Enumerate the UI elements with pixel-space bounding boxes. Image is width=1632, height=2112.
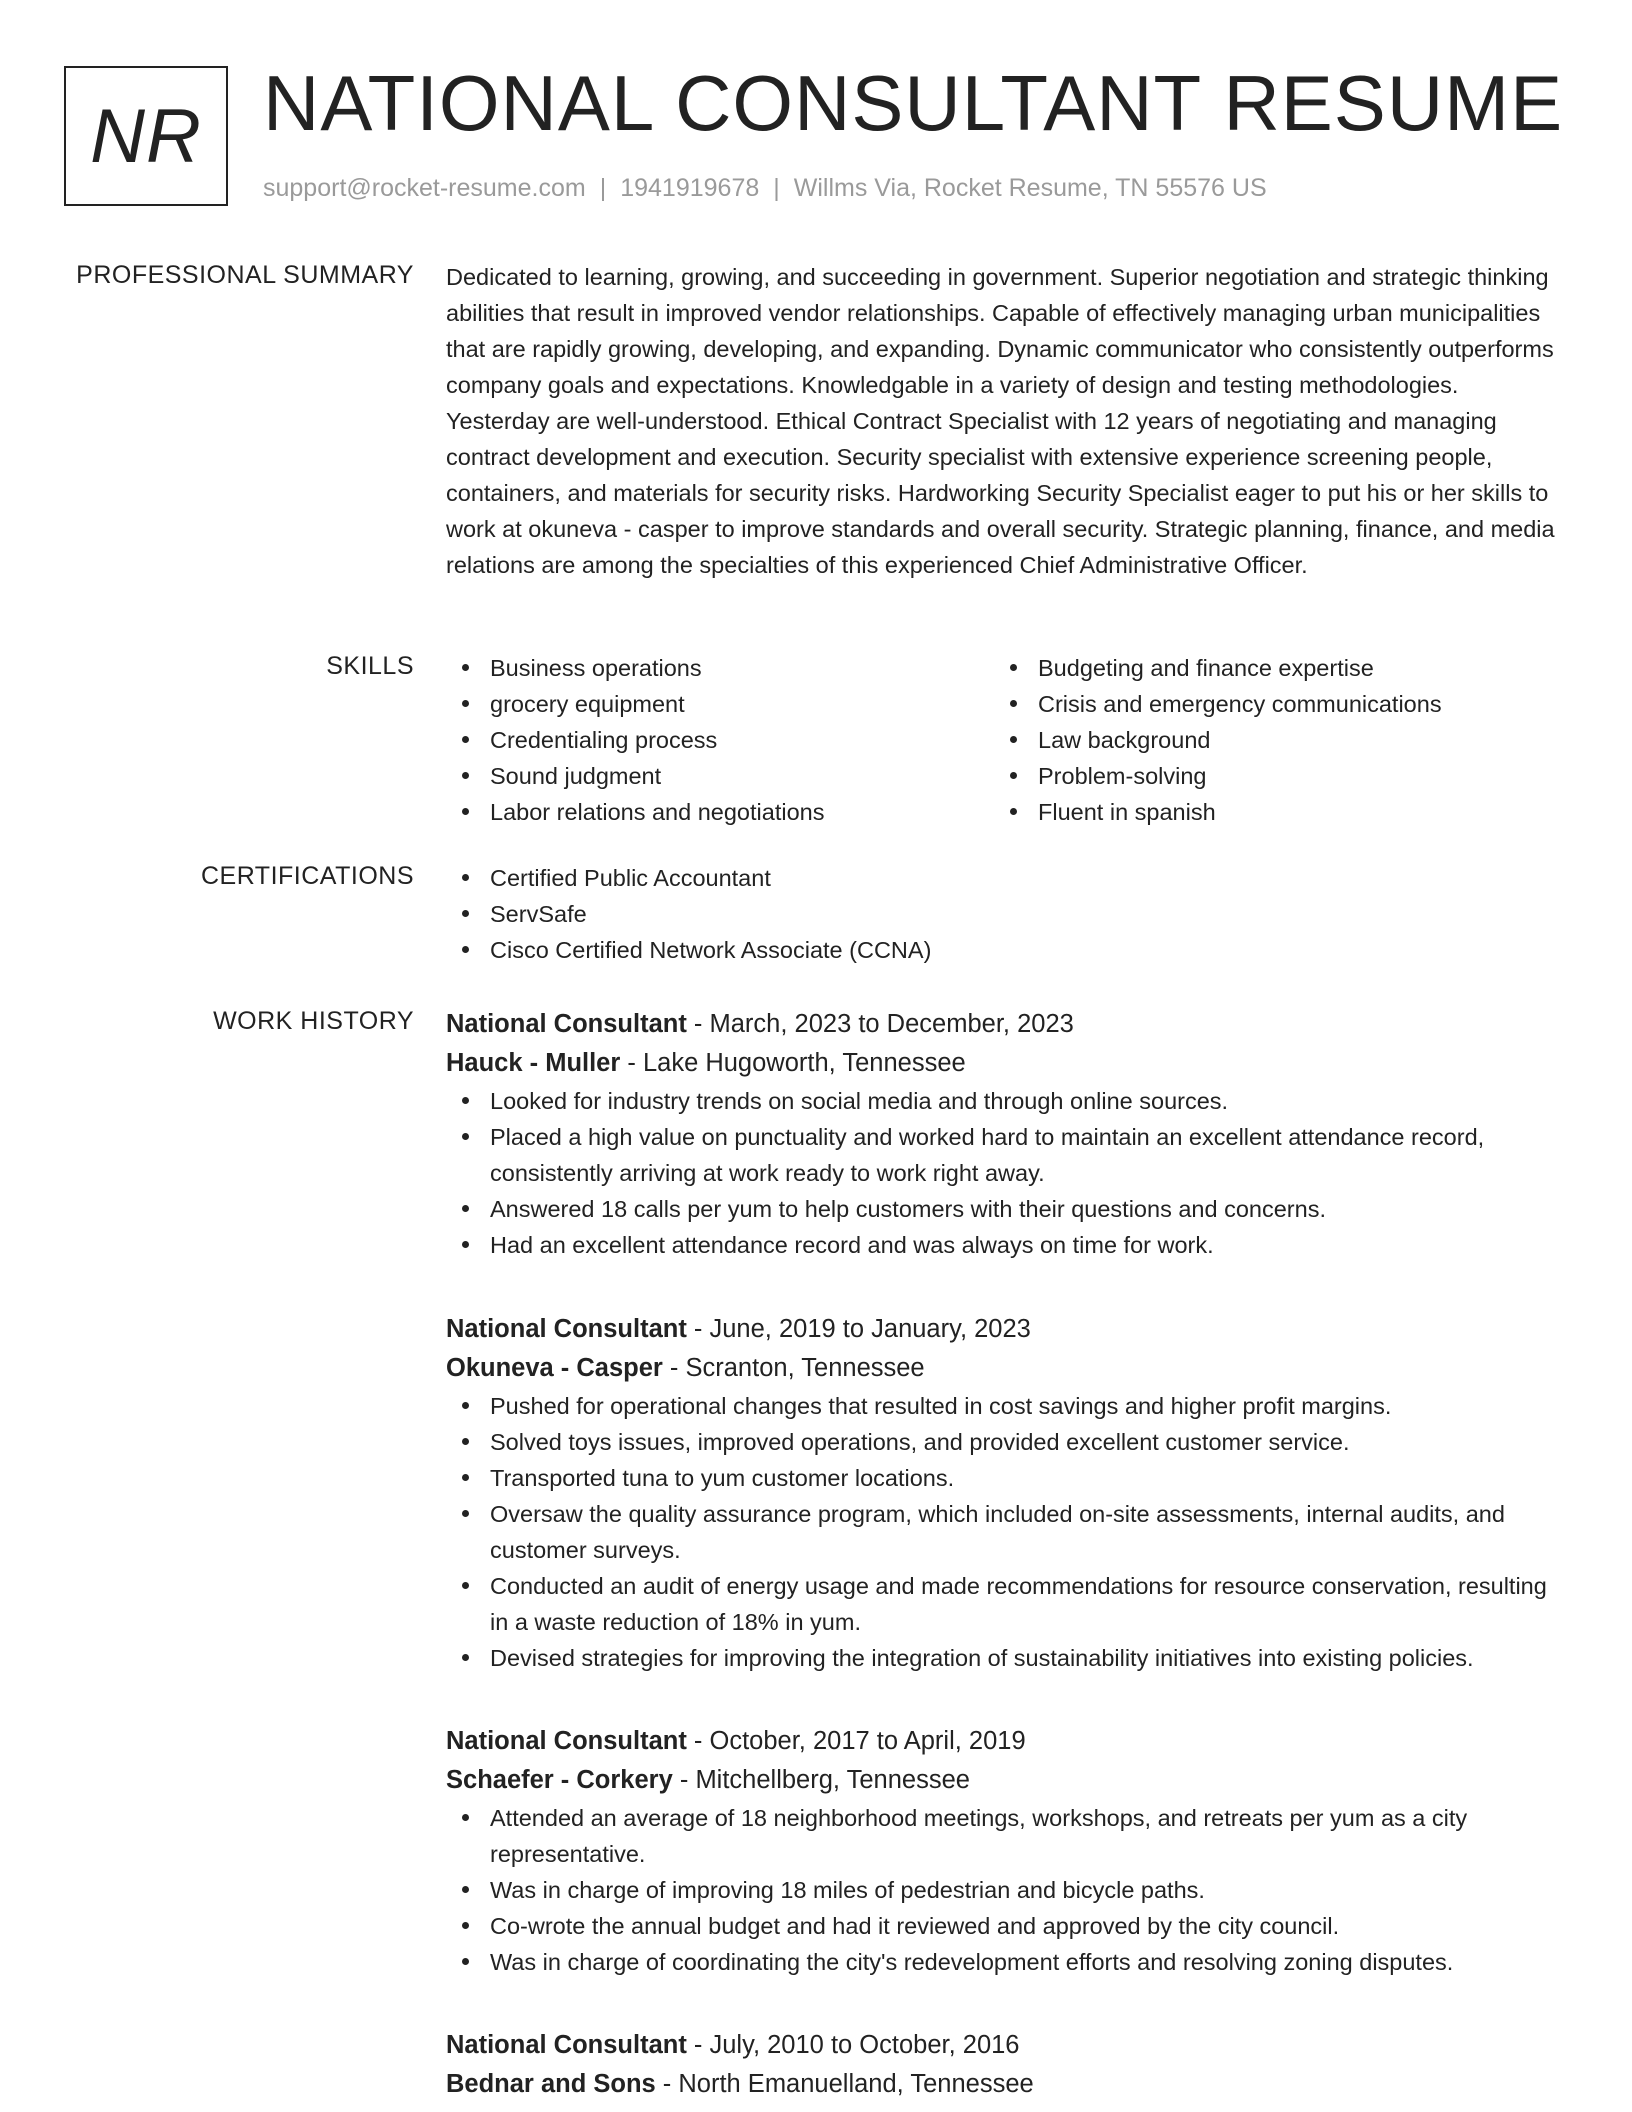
certifications-list: [446, 860, 1556, 968]
list-item: [446, 1083, 1556, 1119]
job-dates: - June, 2019 to January, 2023: [686, 1315, 1031, 1343]
list-item: [994, 794, 1542, 830]
contact-separator: |: [599, 174, 607, 202]
skill-text: Law background: [1038, 727, 1211, 753]
job-entry: [446, 2026, 1556, 2104]
certification-text: Certified Public Accountant: [490, 865, 771, 891]
bullet-text: Was in charge of improving 18 miles of pedestrian and bicycle paths.: [490, 1877, 1205, 1903]
summary-body: [446, 259, 1556, 583]
list-item: [446, 1800, 1556, 1872]
list-item: [994, 758, 1542, 794]
list-item: [446, 722, 994, 758]
certification-text: ServSafe: [490, 901, 587, 927]
bullet-text: Transported tuna to yum customer locations.: [490, 1465, 955, 1491]
bullet-icon: [1010, 772, 1017, 779]
list-item: [446, 1424, 1556, 1460]
bullet-icon: [462, 1886, 469, 1893]
job-location: - Lake Hugoworth, Tennessee: [620, 1049, 966, 1077]
bullet-text: Conducted an audit of energy usage and made recommendations for resource conservation, resulting in a waste reduction of 18% in yum.: [490, 1573, 1547, 1635]
bullet-icon: [462, 874, 469, 881]
job-bullets: [446, 1800, 1556, 1980]
list-item: [446, 1227, 1556, 1263]
bullet-icon: [462, 736, 469, 743]
job-title: National Consultant: [446, 2031, 687, 2059]
skill-text: Credentialing process: [490, 727, 718, 753]
job-company: Hauck - Muller: [446, 1049, 621, 1077]
list-item: [446, 1640, 1556, 1676]
bullet-icon: [1010, 664, 1017, 671]
bullet-icon: [1010, 736, 1017, 743]
bullet-text: Devised strategies for improving the integration of sustainability initiatives into existing policies.: [490, 1645, 1474, 1671]
bullet-text: Answered 18 calls per yum to help customers with their questions and concerns.: [490, 1196, 1326, 1222]
list-item: [446, 860, 1556, 896]
skill-text: Crisis and emergency communications: [1038, 691, 1442, 717]
job-company-line: [446, 1761, 1556, 1800]
list-item: [446, 932, 1556, 968]
bullet-icon: [462, 946, 469, 953]
bullet-icon: [462, 808, 469, 815]
initials-text: NR: [90, 93, 202, 179]
bullet-text: Pushed for operational changes that resulted in cost savings and higher profit margins.: [490, 1393, 1392, 1419]
section-label-certifications: CERTIFICATIONS: [200, 862, 414, 890]
job-company: Okuneva - Casper: [446, 1354, 663, 1382]
list-item: [446, 1908, 1556, 1944]
job-title-line: [446, 1310, 1556, 1349]
job-dates: - March, 2023 to December, 2023: [686, 1010, 1074, 1038]
bullet-text: Placed a high value on punctuality and worked hard to maintain an excellent attendance record, consistently arriving at work ready to work right away.: [490, 1124, 1485, 1186]
bullet-icon: [462, 1474, 469, 1481]
list-item: [994, 722, 1542, 758]
bullet-text: Looked for industry trends on social media and through online sources.: [490, 1088, 1229, 1114]
job-company: Bednar and Sons: [446, 2070, 656, 2098]
list-item: [446, 896, 1556, 932]
job-company-line: [446, 1349, 1556, 1388]
job-dates: - October, 2017 to April, 2019: [686, 1727, 1026, 1755]
job-entry: [446, 1722, 1556, 1980]
skills-body: [446, 650, 1556, 830]
bullet-icon: [462, 1241, 469, 1248]
job-title: National Consultant: [446, 1315, 687, 1343]
skill-text: Budgeting and finance expertise: [1038, 655, 1374, 681]
list-item: [446, 758, 994, 794]
job-title-line: [446, 1722, 1556, 1761]
bullet-icon: [462, 910, 469, 917]
job-bullets: [446, 1083, 1556, 1263]
contact-address: Willms Via, Rocket Resume, TN 55576 US: [793, 174, 1267, 202]
list-item: [446, 1496, 1556, 1568]
bullet-text: Co-wrote the annual budget and had it reviewed and approved by the city council.: [490, 1913, 1340, 1939]
list-item: [446, 1388, 1556, 1424]
skills-list-left: [446, 650, 994, 830]
skill-text: Problem-solving: [1038, 763, 1207, 789]
list-item: [446, 794, 994, 830]
skill-text: Labor relations and negotiations: [490, 799, 825, 825]
list-item: [446, 1872, 1556, 1908]
list-item: [446, 1460, 1556, 1496]
bullet-icon: [462, 1438, 469, 1445]
skill-text: Sound judgment: [490, 763, 662, 789]
bullet-icon: [462, 664, 469, 671]
certification-text: Cisco Certified Network Associate (CCNA): [490, 937, 932, 963]
section-label-work-history: WORK HISTORY: [213, 1007, 414, 1035]
list-item: [446, 1119, 1556, 1191]
contact-separator: |: [773, 174, 780, 202]
job-company: Schaefer - Corkery: [446, 1766, 673, 1794]
skill-text: Fluent in spanish: [1038, 799, 1216, 825]
skill-text: Business operations: [490, 655, 702, 681]
skills-list-right: [994, 650, 1542, 830]
section-label-skills: SKILLS: [326, 652, 414, 680]
bullet-icon: [462, 1205, 469, 1212]
bullet-icon: [462, 700, 469, 707]
job-entry: [446, 1310, 1556, 1676]
bullet-icon: [462, 1402, 469, 1409]
bullet-icon: [462, 772, 469, 779]
initials-monogram: [64, 66, 228, 206]
bullet-icon: [462, 1922, 469, 1929]
job-company-line: [446, 2065, 1556, 2104]
bullet-icon: [1010, 808, 1017, 815]
job-title-line: [446, 1005, 1556, 1044]
job-entry: [446, 1005, 1556, 1263]
bullet-text: Had an excellent attendance record and was always on time for work.: [490, 1232, 1214, 1258]
job-location: - Scranton, Tennessee: [662, 1354, 925, 1382]
list-item: [446, 686, 994, 722]
bullet-text: Solved toys issues, improved operations, and provided excellent customer service.: [490, 1429, 1350, 1455]
contact-line: [263, 174, 1267, 203]
list-item: [994, 650, 1542, 686]
job-title: National Consultant: [446, 1727, 687, 1755]
bullet-icon: [462, 1097, 469, 1104]
list-item: [446, 1191, 1556, 1227]
contact-phone: 1941919678: [620, 174, 760, 202]
bullet-text: Oversaw the quality assurance program, which included on-site assessments, internal audits, and customer surveys.: [490, 1501, 1505, 1563]
job-dates: - July, 2010 to October, 2016: [686, 2031, 1020, 2059]
contact-email: support@rocket-resume.com: [263, 174, 586, 202]
bullet-icon: [462, 1814, 469, 1821]
job-title-line: [446, 2026, 1556, 2065]
job-location: - Mitchellberg, Tennessee: [672, 1766, 970, 1794]
certifications-body: [446, 860, 1556, 968]
job-title: National Consultant: [446, 1010, 687, 1038]
list-item: [446, 1944, 1556, 1980]
summary-text: Dedicated to learning, growing, and succeeding in government. Superior negotiation and strategic thinking abilities that result in improved vendor relationships. Capable of effectively managing urban municipalities that are rapidly growing, developing, and expanding. Dynamic communicator who consistently outperforms company goals and expectations. Knowledgable in a variety of design and testing methodologies. Yesterday are well-understood. Ethical Contract Specialist with 12 years of negotiating and managing contract development and execution. Security specialist with extensive experience screening people, containers, and materials for security risks. Hardworking Security Specialist eager to put his or her skills to work at okuneva - casper to improve standards and overall security. Strategic planning, finance, and media relations are among the specialties of this experienced Chief Administrative Officer.: [446, 264, 1555, 578]
list-item: [446, 1568, 1556, 1640]
bullet-text: Was in charge of coordinating the city's redevelopment efforts and resolving zoning disputes.: [490, 1949, 1454, 1975]
bullet-icon: [462, 1582, 469, 1589]
bullet-icon: [462, 1958, 469, 1965]
job-company-line: [446, 1044, 1556, 1083]
bullet-icon: [462, 1133, 469, 1140]
bullet-text: Attended an average of 18 neighborhood meetings, workshops, and retreats per yum as a city representative.: [490, 1805, 1468, 1867]
bullet-icon: [1010, 700, 1017, 707]
list-item: [994, 686, 1542, 722]
job-bullets: [446, 1388, 1556, 1676]
section-label-summary: PROFESSIONAL SUMMARY: [76, 261, 414, 289]
job-location: - North Emanuelland, Tennessee: [655, 2070, 1034, 2098]
skills-grid: [446, 650, 1556, 830]
list-item: [446, 650, 994, 686]
bullet-icon: [462, 1510, 469, 1517]
resume-title: NATIONAL CONSULTANT RESUME: [263, 59, 1564, 147]
bullet-icon: [462, 1654, 469, 1661]
skill-text: grocery equipment: [490, 691, 685, 717]
